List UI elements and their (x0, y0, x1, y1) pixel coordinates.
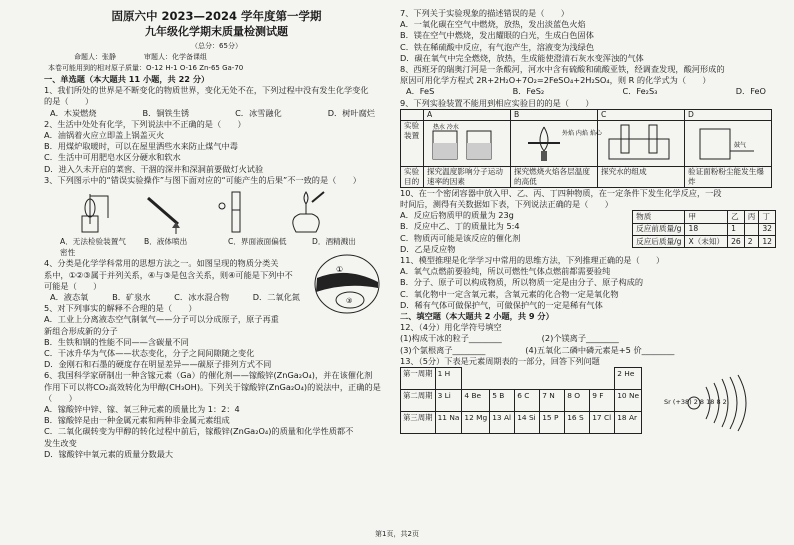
q6-line: 作用下可以将CO₂高效转化为甲醇(CH₃OH)。下列关于镓酸锌(ZnGa₂O₄)的说法中，正确的是 (44, 381, 381, 392)
periodic-table (400, 367, 642, 434)
read-volume-figure (208, 188, 264, 236)
q7-option-a[interactable]: A．一氧化碳在空气中燃烧，放热，发出淡蓝色火焰 (400, 19, 586, 30)
element-cell: 14 Si (515, 412, 540, 434)
q1-options (44, 108, 389, 119)
q1-option-c[interactable]: C．冰雪融化 (235, 107, 282, 118)
element-cell: 1 H (435, 368, 462, 390)
q3-option-a[interactable]: A．无法检验装置气密性 (60, 237, 126, 258)
q9-option-b[interactable]: 探究燃烧火焰各层温度的高低 (511, 166, 598, 187)
q10-cell: 2 (744, 235, 759, 247)
q10-table (632, 210, 776, 248)
element-cell: 6 C (515, 390, 540, 412)
q10-cell: 1 (728, 223, 745, 235)
q9-head-d: D (685, 109, 772, 120)
element-cell: 8 O (565, 390, 590, 412)
q7-line: 7、下列关于实验现象的描述错误的是（ ） (400, 8, 569, 18)
circle-3-label: ③ (346, 297, 353, 306)
q6-line: （ ） (44, 392, 77, 403)
q10-option-c[interactable]: C．物质丙可能是该反应的催化剂 (400, 232, 521, 243)
q9-head-c: C (598, 109, 685, 120)
q9-a-figlabel: 热水 冷水 (433, 123, 459, 131)
q7-option-c[interactable]: C．铁在稀硫酸中反应，有气泡产生，溶液变为浅绿色 (400, 41, 595, 52)
element-cell: 11 Na (435, 412, 462, 434)
q9-device-a (424, 120, 511, 166)
q4-option-b[interactable]: B．矿泉水 (112, 292, 151, 303)
element-cell: 7 N (540, 390, 565, 412)
q8-line: 原因可用化学方程式 2R+2H₂O+7O₂=2FeSO₄+2H₂SO₄，则 R 的化学式为（ ） (400, 75, 711, 86)
q11-option-c[interactable]: C．氧化物中一定含氧元素，含氧元素的化合物一定是氧化物 (400, 288, 619, 299)
q12-stem: 12、（4分）用化学符号填空 (400, 322, 502, 333)
q8-option-b[interactable]: B．FeS₂ (512, 86, 545, 97)
q9-head-a: A (424, 109, 511, 120)
atomic-masses: 本卷可能用到的相对原子质量：O-12 H-1 O-16 Zn-65 Ga-70 (48, 64, 244, 72)
q11-line: 11、模型推理是化学学习中常用的思维方法，下列推理正确的是（ ） (400, 255, 665, 266)
q12-row (400, 333, 780, 344)
q5-option-b[interactable]: B．生铁和钢的性能不同——含碳量不同 (44, 336, 189, 347)
element-cell: 18 Ar (615, 412, 642, 434)
q4-option-c[interactable]: C．冰水混合物 (174, 292, 230, 303)
q6-line: 发生改变 (44, 437, 77, 448)
q4-line: 可能是（ ） (44, 280, 102, 291)
q12-blank-2[interactable]: (2)个镁离子________ (541, 333, 619, 344)
q9-row-label (401, 109, 424, 120)
q1-option-a[interactable]: A．木炭燃烧 (50, 107, 97, 118)
alcohol-lamp-figure (278, 188, 334, 236)
q10-line: 10、在一个密闭容器中放入甲、乙、丙、丁四种物质，在一定条件下发生化学反应，一段 (400, 187, 722, 198)
q3-option-c[interactable]: C．界面液面偏低 (228, 237, 287, 247)
q11-option-d[interactable]: D．稀有气体可做保护气，可做保护气的一定是稀有气体 (400, 299, 603, 310)
sr-atom-diagram (662, 373, 772, 433)
exam-subtitle: 九年级化学期末质量检测试题 (145, 25, 288, 38)
q9-stem: 9、下列实验装置不能用到相应实验目的的是（ ） (400, 97, 594, 108)
element-cell: 17 Cl (590, 412, 615, 434)
q10-cell (744, 223, 759, 235)
q9-option-d[interactable]: 验证面粉粉尘能发生爆炸 (685, 166, 772, 187)
element-cell: 15 P (540, 412, 565, 434)
sr-label: Sr (+38) 2 8 18 8 2 (664, 398, 727, 407)
q10-cell: 26 (728, 235, 745, 247)
section-1-heading: 一、单选题（本大题共 11 小题，共 22 分） (44, 74, 210, 84)
q12-blank-4[interactable]: (4)五氧化二磷中磷元素是+5 价________ (525, 344, 675, 355)
element-cell: 9 F (590, 390, 615, 412)
q10-head: 物质 (633, 211, 685, 223)
q9-device-label: 实验 装置 (401, 120, 424, 166)
q10-cell: 32 (759, 223, 776, 235)
q12-row (400, 345, 780, 356)
section-2-heading: 二、填空题（本大题共 2 小题，共 9 分） (400, 311, 554, 322)
q9-device-c (598, 120, 685, 166)
q9-table (400, 109, 772, 188)
q12-blank-3[interactable]: (3)个氯根离子________ (400, 344, 486, 355)
q12-blank-1[interactable]: (1)构成干冰的粒子________ (400, 333, 502, 344)
page-footer: 第1页，共2页 (375, 530, 419, 538)
q7-option-d[interactable]: D．碳在氧气中完全燃烧，放热，生成能使澄清石灰水变浑浊的气体 (400, 52, 644, 63)
element-cell: 13 Al (490, 412, 515, 434)
q1-option-d[interactable]: D．树叶腐烂 (327, 107, 375, 118)
q2-option-d[interactable]: D．进入久未开启的菜窖、干涸的深井和深洞前要做灯火试验 (44, 163, 264, 174)
q10-cell: X（未知） (685, 235, 728, 247)
element-cell: 10 Ne (615, 390, 642, 412)
total-score: （总分：65分） (191, 42, 242, 50)
q13-stem: 13、（5分）下表是元素周期表的一部分，回答下列问题 (400, 355, 600, 366)
q3-option-b[interactable]: B．液体喷出 (144, 237, 188, 247)
airtight-check-figure (68, 188, 124, 236)
classification-diagram (312, 252, 382, 316)
element-cell: 4 Be (462, 390, 490, 412)
q10-option-d[interactable]: D．乙是反应物 (400, 243, 456, 254)
candle-flame-figure (514, 121, 602, 163)
right-column (400, 8, 780, 434)
q1-line: 1、我们所处的世界是不断变化的物质世界，变化无处不在，下列过程中没有发生化学变化 (44, 85, 369, 96)
q10-cell: 12 (759, 235, 776, 247)
q8-option-d[interactable]: D．FeO (735, 86, 766, 97)
q5-option-a[interactable]: A．工业上分离液态空气制氧气——分子可以分成原子，原子再重 (44, 314, 279, 325)
q4-line: 系中，①②③属于并列关系，④与③是包含关系，则④可能是下列中不 (44, 269, 293, 280)
q10-head: 甲 (685, 211, 728, 223)
q6-option-b[interactable]: B．镓酸锌是由一种金属元素和两种非金属元素组成 (44, 415, 230, 426)
q10-block (400, 210, 780, 255)
q10-head: 丁 (759, 211, 776, 223)
q8-option-a[interactable]: A．FeS (406, 86, 435, 97)
q2-option-c[interactable]: C．生活中可用肥皂水区分硬水和软水 (44, 152, 181, 163)
q10-head: 丙 (744, 211, 759, 223)
q2-option-b[interactable]: B．用煤炉取暖时，可以在屋里洒些水来防止煤气中毒 (44, 141, 238, 152)
q10-line: 时间后，测得有关数据如下表，下列说法正确的是（ ） (400, 199, 613, 210)
q8-option-c[interactable]: C．Fe₂S₃ (622, 86, 658, 97)
element-cell: 12 Mg (462, 412, 490, 434)
element-cell: 16 S (565, 412, 590, 434)
q8-options (400, 86, 780, 97)
q10-option-a[interactable]: A．反应后物质甲的质量为 23g (400, 210, 514, 221)
q11-option-a[interactable]: A．氧气点燃前要验纯，所以可燃性气体点燃前都需要验纯 (400, 266, 611, 277)
heating-liquid-figure (138, 188, 194, 236)
q3-stem: 3、下列图示中的“错误实验操作”与图下面对应的“可能产生的后果”不一致的是（ ） (44, 174, 361, 185)
q9-head-b: B (511, 109, 598, 120)
q4-option-d[interactable]: D．二氧化氮 (252, 292, 300, 303)
q10-head: 乙 (728, 211, 745, 223)
q6-option-c[interactable]: C．二氧化碳转变为甲醇的转化过程中前后，镓酸锌(ZnGa₂O₄)的质量和化学性质都不 (44, 426, 354, 437)
period-label: 第二周期 (401, 390, 436, 412)
period-label: 第一周期 (401, 368, 436, 390)
q9-device-d (685, 120, 772, 166)
electrolysis-figure (601, 121, 681, 163)
q5-option-d[interactable]: D．金刚石和石墨的硬度存在明显差异——碳原子排列方式不同 (44, 359, 272, 370)
left-column (44, 0, 389, 460)
q6-line: 6、我国科学家研制出一种含镓元素（Ga）的催化剂——镓酸锌(ZnGa₂O₄)，并在该催化剂 (44, 370, 373, 381)
q5-line: 新组合形成新的分子 (44, 325, 118, 336)
q1-line: 的是（ ） (44, 96, 94, 107)
q10-cell: 反应后质量/g (633, 235, 685, 247)
q2-line: 2、生活中处处有化学，下列说法中不正确的是（ ） (44, 118, 246, 129)
circle-1-label: ① (336, 265, 344, 275)
q9-d-figlabel: 鼓气 (734, 141, 747, 149)
dust-explosion-figure (688, 121, 768, 163)
q3-option-d[interactable]: D．酒精溅出 (312, 237, 356, 247)
element-cell: 5 B (490, 390, 515, 412)
q9-device-b (511, 120, 602, 166)
q9-purpose-label: 实验 目的 (401, 166, 424, 187)
q5-line: 5、对下列事实的解释不合理的是（ ） (44, 303, 197, 314)
q2-option-a[interactable]: A．油锅着火应立即盖上锅盖灭火 (44, 130, 165, 141)
q4-line: 4、分类是化学学科常用的思想方法之一。如图呈现的物质分类关 (44, 258, 279, 269)
exam-title: 固原六中 2023—2024 学年度第一学期 (111, 9, 322, 23)
q4-option-a[interactable]: A．液态氧 (50, 292, 89, 303)
element-cell: 3 Li (435, 390, 462, 412)
q7-option-b[interactable]: B．镁在空气中燃烧，发出耀眼的白光，生成白色固体 (400, 30, 594, 41)
periodic-block (400, 367, 780, 434)
q4-options (44, 292, 314, 303)
authors-line: 命题人：张静 审题人：化学备课组 (74, 53, 207, 61)
q11-option-b[interactable]: B．分子、原子可以构成物质，所以物质一定是由分子、原子构成的 (400, 277, 644, 288)
q3-figures (68, 188, 389, 236)
q9-option-a[interactable]: 探究温度影响分子运动速率的因素 (424, 166, 511, 187)
q6-option-a[interactable]: A．镓酸锌中锌、镓、氧三种元素的质量比为 1：2：4 (44, 404, 240, 415)
period-label: 第三周期 (401, 412, 436, 434)
q6-option-d[interactable]: D．镓酸锌中氧元素的质量分数最大 (44, 448, 174, 459)
q10-options (400, 210, 520, 255)
q10-option-b[interactable]: B．反应中乙、丁的质量比为 5:4 (400, 221, 520, 232)
q10-cell: 18 (685, 223, 728, 235)
q8-line: 8、西班牙的瑞奥汀河是一条酸河，河水中含有硫酸和硫酸亚铁，经调查发现，酸河形成的 (400, 64, 725, 75)
q5-option-c[interactable]: C．干冰升华为气体——状态变化，分子之间间隙随之变化 (44, 348, 255, 359)
q10-cell: 反应前质量/g (633, 223, 685, 235)
q9-option-c[interactable]: 探究水的组成 (598, 166, 685, 187)
q9-b-figlabel: 外焰 内焰 焰心 (562, 129, 602, 137)
beaker-pair-figure (427, 121, 507, 163)
q1-option-b[interactable]: B．铜铁生锈 (142, 107, 190, 118)
element-cell: 2 He (615, 368, 642, 390)
